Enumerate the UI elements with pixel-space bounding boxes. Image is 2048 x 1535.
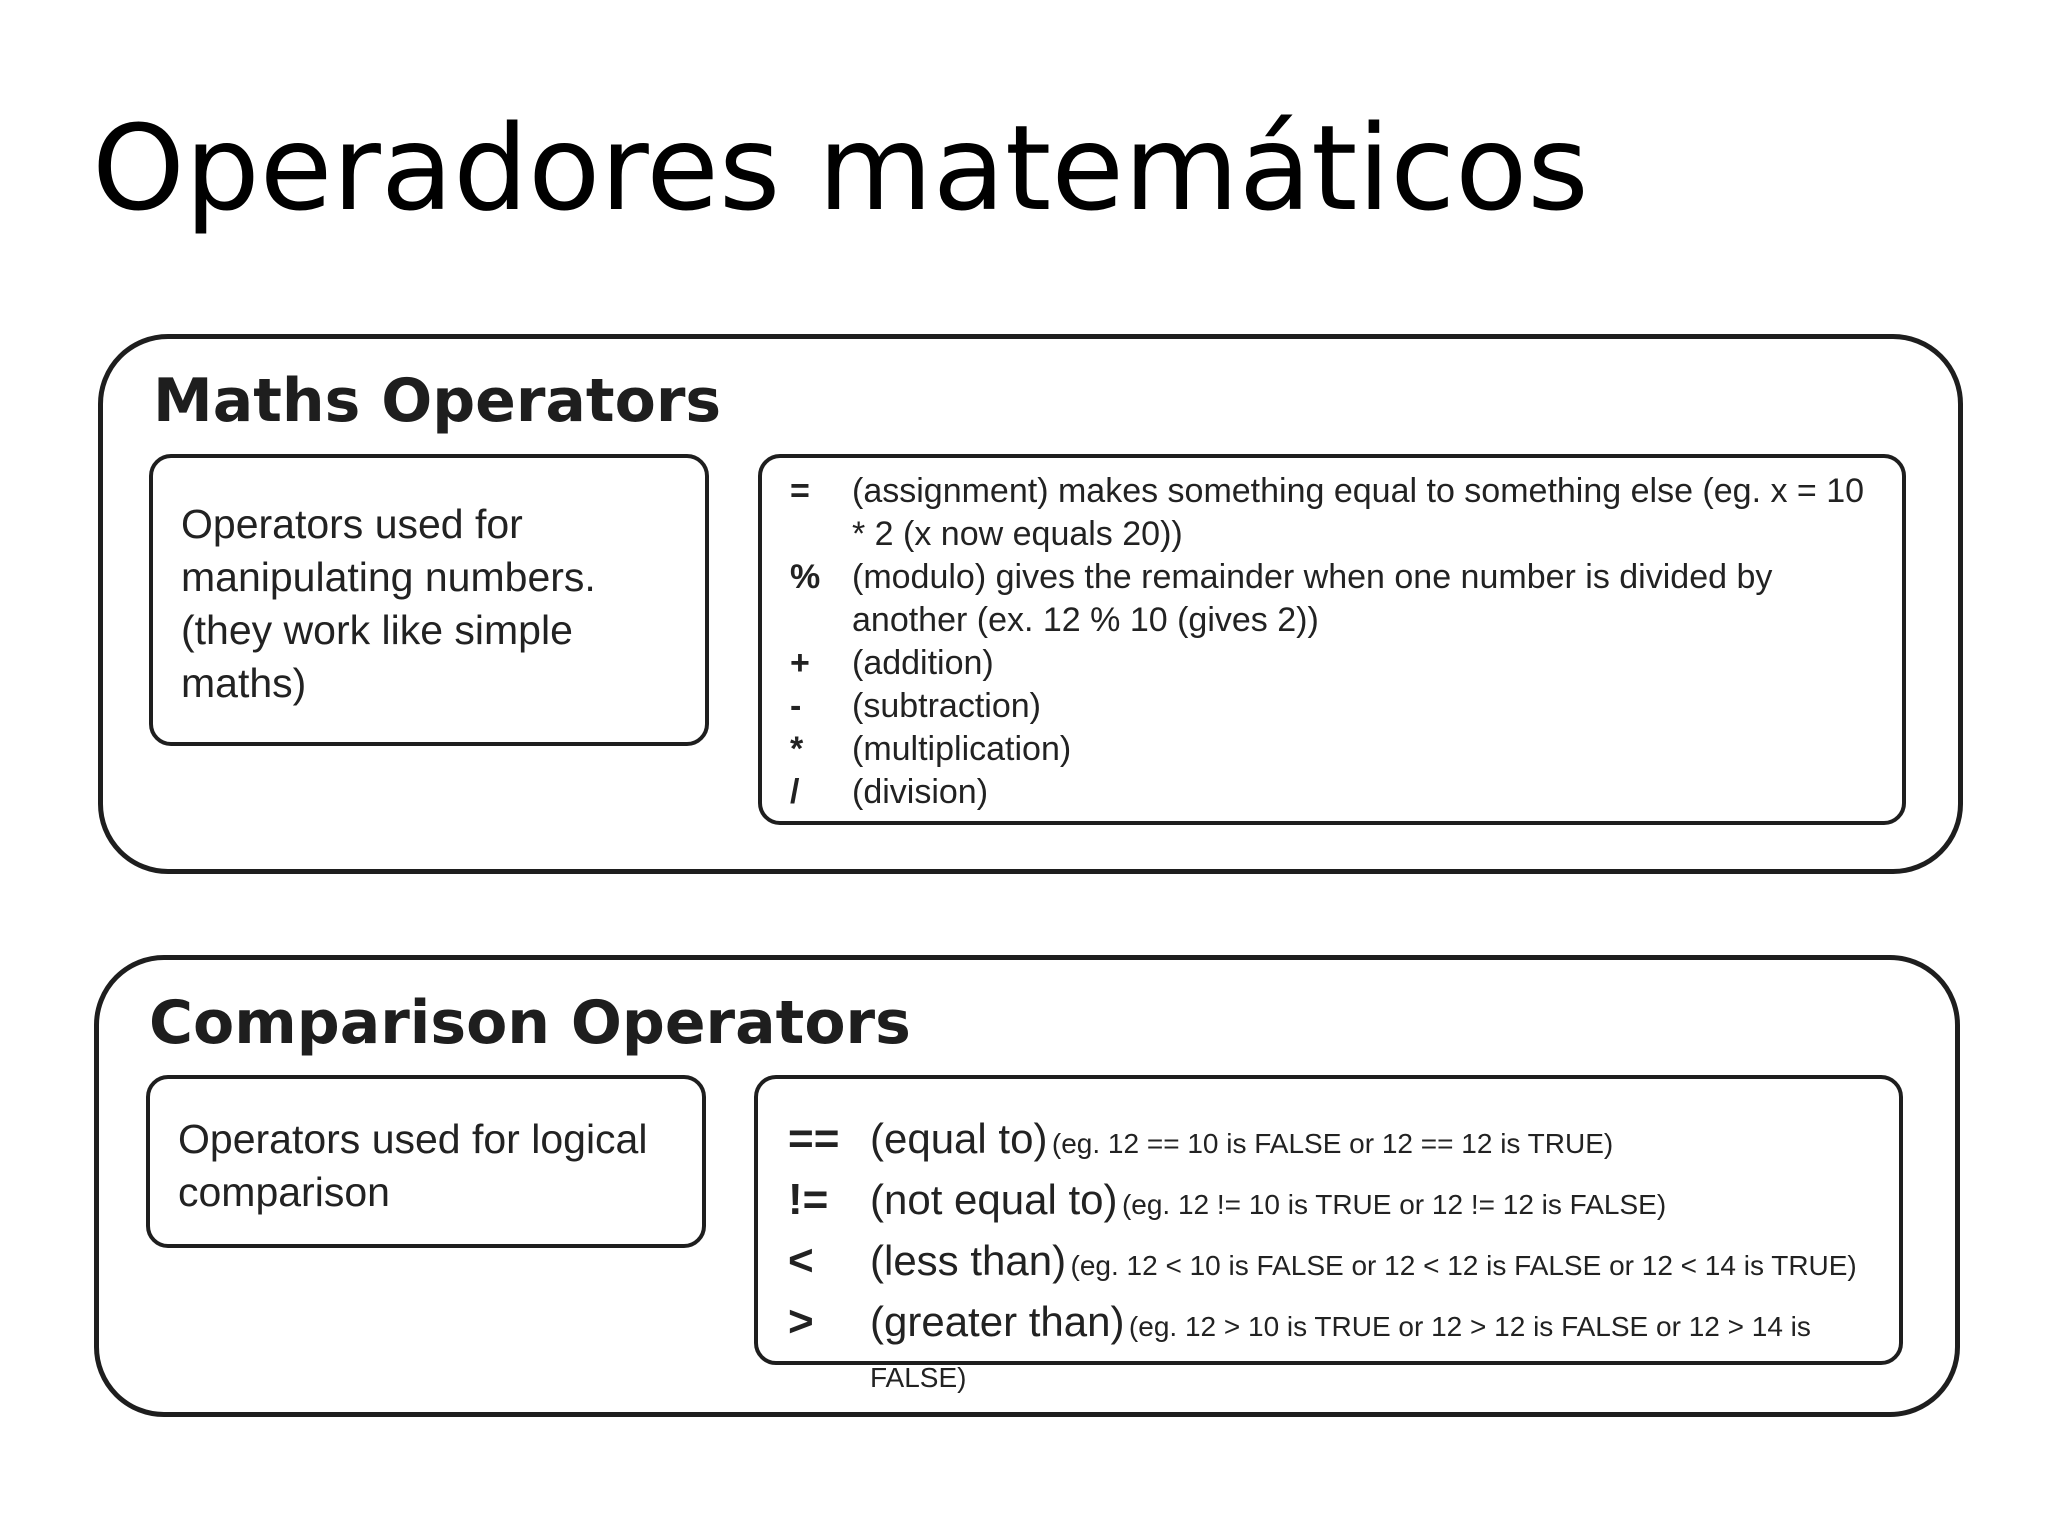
maths-operator-row	[790, 642, 1872, 685]
operator-example: (eg. 12 > 10 is TRUE or 12 > 12 is FALSE or 12 > 14 is FALSE)	[870, 1311, 1811, 1393]
comparison-operators-heading: Comparison Operators	[149, 988, 911, 1058]
operator-symbol: *	[790, 730, 804, 768]
comparison-operators-list-card	[754, 1075, 1903, 1393]
operator-symbol: ==	[788, 1114, 840, 1163]
maths-description-card	[149, 454, 709, 746]
operator-symbol: =	[790, 472, 810, 510]
comparison-operator-row	[788, 1113, 1869, 1174]
operator-description	[870, 1235, 1869, 1296]
comparison-operator-row	[788, 1235, 1869, 1296]
operator-symbol: >	[788, 1297, 814, 1346]
operator-symbol: /	[790, 773, 800, 811]
operator-description: (addition)	[852, 644, 994, 682]
operator-label: (greater than)	[870, 1298, 1125, 1345]
maths-operator-row	[790, 470, 1872, 556]
operator-description: (subtraction)	[852, 687, 1041, 725]
comparison-description-card	[146, 1075, 706, 1248]
operator-label: (equal to)	[870, 1115, 1048, 1162]
maths-operator-row	[790, 556, 1872, 642]
comparison-operators-panel	[94, 955, 1960, 1417]
operator-description: (assignment) makes something equal to something else (eg. x = 10 * 2 (x now equals 20))	[852, 472, 1865, 553]
operator-label: (less than)	[870, 1237, 1067, 1284]
maths-operators-panel	[98, 334, 1963, 874]
maths-operators-heading: Maths Operators	[153, 366, 722, 436]
comparison-operator-row	[788, 1174, 1869, 1235]
operator-symbol: +	[790, 644, 810, 682]
operator-example: (eg. 12 < 10 is FALSE or 12 < 12 is FALSE or 12 < 14 is TRUE)	[1070, 1250, 1857, 1281]
maths-operators-list	[790, 470, 1872, 814]
operator-example: (eg. 12 == 10 is FALSE or 12 == 12 is TRUE)	[1051, 1128, 1614, 1159]
operator-description: (modulo) gives the remainder when one number is divided by another (ex. 12 % 10 (gives 2))	[852, 558, 1773, 639]
comparison-description-text: Operators used for logical comparison	[178, 1116, 648, 1215]
operator-description: (multiplication)	[852, 730, 1072, 768]
maths-operators-list-card	[758, 454, 1906, 825]
maths-operator-row	[790, 685, 1872, 728]
operator-description	[870, 1296, 1869, 1408]
maths-operator-row	[790, 771, 1872, 814]
operator-symbol: !=	[788, 1175, 829, 1224]
maths-operator-row	[790, 728, 1872, 771]
operator-label: (not equal to)	[870, 1176, 1118, 1223]
operator-description	[870, 1174, 1869, 1235]
operator-description	[870, 1113, 1869, 1174]
comparison-operators-list	[788, 1113, 1869, 1408]
operator-example: (eg. 12 != 10 is TRUE or 12 != 12 is FALSE)	[1121, 1189, 1667, 1220]
operator-symbol: <	[788, 1236, 814, 1285]
operator-symbol: %	[790, 558, 821, 596]
comparison-operator-row	[788, 1296, 1869, 1408]
operator-symbol: -	[790, 687, 802, 725]
operator-description: (division)	[852, 773, 989, 811]
slide-title: Operadores matemáticos	[92, 99, 1589, 237]
maths-description-text: Operators used for manipulating numbers. (they work like simple maths)	[181, 501, 596, 706]
